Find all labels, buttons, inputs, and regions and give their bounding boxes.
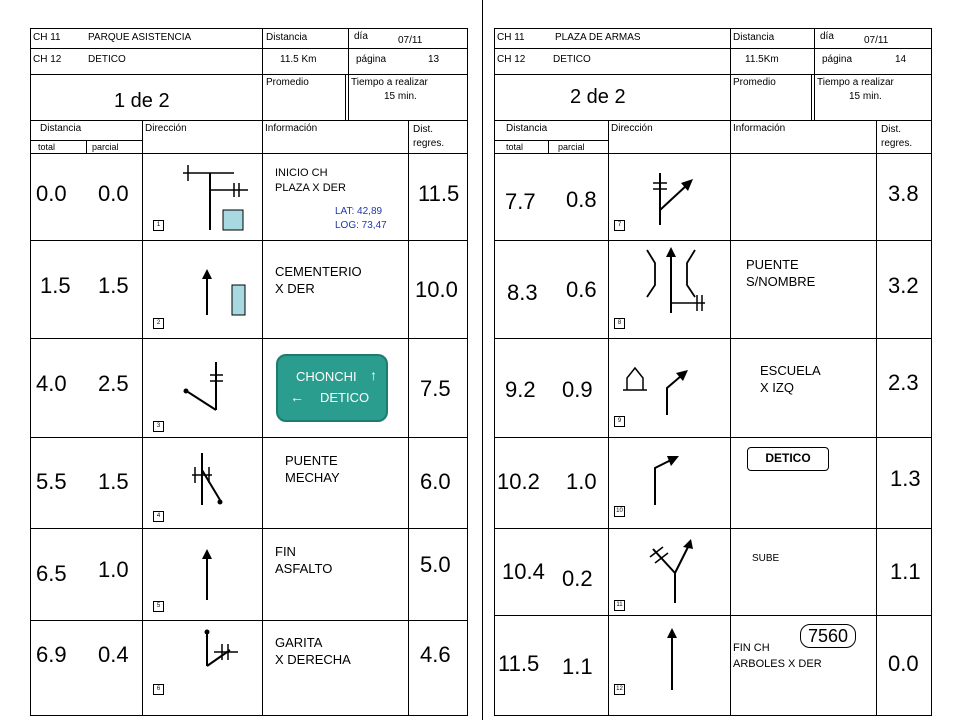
row-total: 1.5	[40, 273, 71, 298]
col-direccion: Dirección	[611, 123, 653, 134]
row-parcial: 1.0	[98, 557, 129, 582]
ch11-label: CH 11	[33, 32, 61, 43]
row-info: PUENTE S/NOMBRE	[746, 257, 816, 289]
distancia-value: 11.5Km	[745, 54, 779, 65]
row-regres: 1.1	[890, 559, 921, 584]
pagina-value: 14	[895, 54, 907, 65]
right-fork-icon	[615, 165, 725, 235]
row-regres: 1.3	[890, 466, 921, 491]
uphill-fork-icon	[615, 535, 725, 610]
step-number: 9	[614, 416, 625, 427]
tiempo-value: 15 min.	[849, 91, 882, 102]
right-turn-icon	[150, 628, 260, 673]
page-divider	[482, 0, 483, 720]
col-distancia: Distancia	[506, 123, 548, 134]
ch11-place: PLAZA DE ARMAS	[555, 32, 641, 43]
row-total: 10.2	[497, 469, 540, 494]
row-regres: 4.6	[420, 642, 451, 667]
row-info: INICIO CH PLAZA X DER	[275, 167, 346, 194]
chonchi-label: CHONCHI	[296, 369, 357, 384]
row-regres: 6.0	[420, 469, 451, 494]
row-info: FIN CH ARBOLES X DER	[733, 642, 822, 670]
dia-value: 07/11	[398, 35, 423, 46]
row-total: 6.5	[36, 561, 67, 586]
row-regres: 10.0	[415, 277, 458, 302]
row-parcial: 0.2	[562, 566, 593, 591]
col-total: total	[38, 142, 56, 152]
row-total: 11.5	[498, 651, 540, 676]
detico-label: DETICO	[320, 390, 370, 405]
row-parcial: 0.0	[98, 181, 129, 206]
distancia-label: Distancia	[266, 32, 308, 43]
step-number: 12	[614, 684, 625, 695]
row-parcial: 1.5	[98, 469, 129, 494]
row-info: FIN ASFALTO	[275, 544, 333, 576]
step-number: 8	[614, 318, 625, 329]
ch12-label: CH 12	[33, 54, 62, 65]
row-parcial: 0.6	[566, 277, 597, 302]
pagina-value: 13	[428, 54, 440, 65]
straight-arrow-icon	[150, 265, 260, 325]
row-total: 8.3	[507, 280, 538, 305]
row-regres: 3.2	[888, 273, 919, 298]
row-regres: 0.0	[888, 651, 919, 676]
row-parcial: 0.4	[98, 642, 129, 667]
row-total: 7.7	[505, 189, 536, 214]
chonchi-detico-sign	[276, 354, 388, 422]
col-direccion: Dirección	[145, 123, 187, 134]
col-dist-regres: Dist. regres.	[881, 124, 913, 149]
bridge-turn-icon	[150, 445, 260, 520]
row-parcial: 0.8	[566, 187, 597, 212]
left-arrow-icon: ←	[290, 389, 304, 405]
row-info: CEMENTERIO X DER	[275, 264, 362, 296]
ch12-place: DETICO	[88, 54, 126, 65]
row-regres: 2.3	[888, 370, 919, 395]
tiempo-value: 15 min.	[384, 91, 417, 102]
step-number: 2	[153, 318, 164, 329]
row-parcial: 2.5	[98, 371, 129, 396]
step-number: 5	[153, 601, 164, 612]
promedio-label: Promedio	[266, 77, 309, 88]
code-badge: 7560	[800, 624, 856, 648]
row-info: PUENTE MECHAY	[285, 453, 340, 485]
row-parcial: 1.1	[562, 654, 593, 679]
distancia-label: Distancia	[733, 32, 775, 43]
row-parcial: 1.5	[98, 273, 129, 298]
row-total: 4.0	[36, 371, 67, 396]
row-total: 10.4	[502, 559, 545, 584]
route-diagram-icon	[150, 160, 260, 235]
page-of-label: 2 de 2	[570, 86, 626, 108]
promedio-label: Promedio	[733, 77, 776, 88]
row-info: SUBE	[752, 553, 780, 564]
row-total: 0.0	[36, 181, 67, 206]
ch12-label: CH 12	[497, 54, 526, 65]
row-info: GARITA X DERECHA	[275, 635, 351, 667]
row-regres: 11.5	[418, 181, 460, 206]
col-parcial: parcial	[558, 142, 585, 152]
row-parcial: 0.9	[562, 377, 593, 402]
col-distancia: Distancia	[40, 123, 82, 134]
row-regres: 7.5	[420, 376, 451, 401]
dia-label: día	[820, 31, 834, 42]
col-informacion: Información	[265, 123, 318, 134]
ch11-label: CH 11	[497, 32, 525, 43]
latitude-value: LAT: 42,89	[335, 206, 383, 217]
row-total: 9.2	[505, 377, 536, 402]
row-regres: 3.8	[888, 181, 919, 206]
col-parcial: parcial	[92, 142, 119, 152]
row-total: 6.9	[36, 642, 67, 667]
col-total: total	[506, 142, 524, 152]
ch12-place: DETICO	[553, 54, 591, 65]
step-number: 6	[153, 684, 164, 695]
row-total: 5.5	[36, 469, 67, 494]
pagina-label: página	[822, 54, 853, 65]
tiempo-label: Tiempo a realizar	[817, 77, 894, 88]
dia-value: 07/11	[864, 35, 889, 46]
distancia-value: 11.5 Km	[280, 54, 317, 65]
row-regres: 5.0	[420, 552, 451, 577]
step-number: 1	[153, 220, 164, 231]
row-parcial: 1.0	[566, 469, 597, 494]
step-number: 4	[153, 511, 164, 522]
ch11-place: PARQUE ASISTENCIA	[88, 32, 192, 43]
step-number: 7	[614, 220, 625, 231]
left-fork-icon	[150, 350, 260, 425]
col-informacion: Información	[733, 123, 786, 134]
up-arrow-icon: ↑	[370, 367, 377, 383]
school-right-turn-icon	[615, 360, 725, 420]
tiempo-label: Tiempo a realizar	[351, 77, 428, 88]
longitude-value: LOG: 73,47	[335, 220, 387, 231]
step-number: 11	[614, 600, 625, 611]
pagina-label: página	[356, 54, 387, 65]
page-of-label: 1 de 2	[114, 90, 170, 112]
straight-arrow-icon	[615, 622, 725, 692]
step-number: 10	[614, 506, 625, 517]
straight-arrow-icon	[150, 545, 260, 605]
detico-sign: DETICO	[747, 447, 829, 471]
right-turn-icon	[615, 450, 725, 510]
row-info: ESCUELA X IZQ	[760, 363, 821, 395]
dia-label: día	[354, 31, 368, 42]
bridge-straight-icon	[615, 245, 725, 320]
col-dist-regres: Dist. regres.	[413, 124, 445, 149]
step-number: 3	[153, 421, 164, 432]
